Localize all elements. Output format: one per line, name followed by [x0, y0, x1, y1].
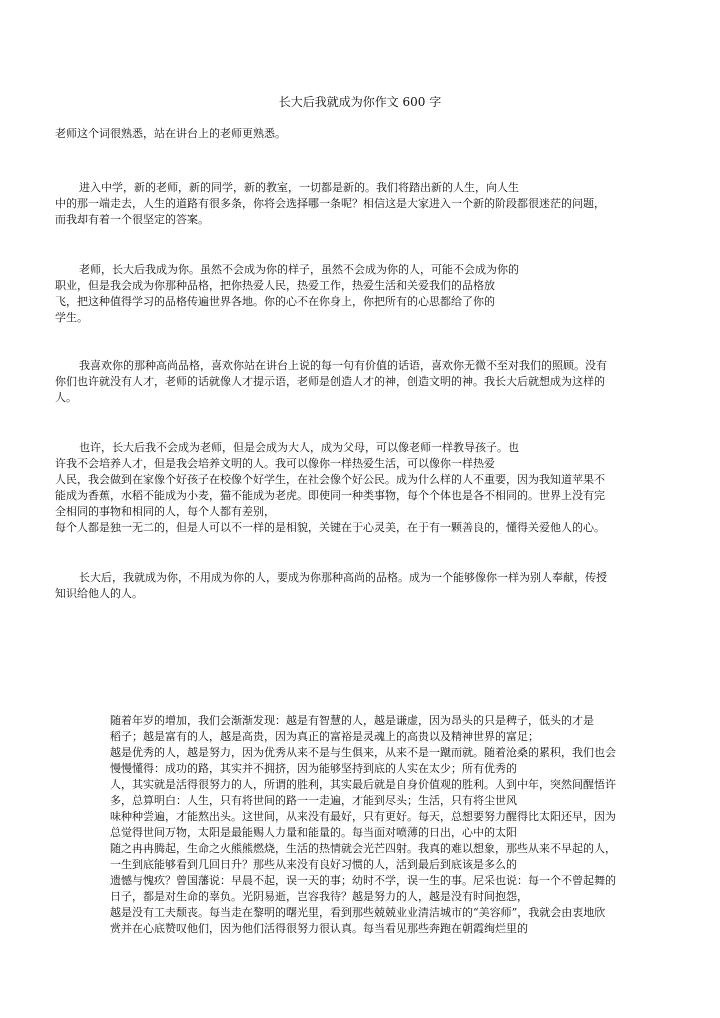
- paragraph-line: 中的那一端走去，人生的道路有很多条，你将会选择哪一条呢？相信这是大家进入一个新的阶段都很迷茫的问题，: [55, 197, 605, 210]
- paragraph-line: 进入中学，新的老师，新的同学，新的教室，一切都是新的。我们将踏出新的人生，向人生: [79, 181, 519, 194]
- paragraph-line: 随着年岁的增加，我们会渐渐发现：越是有智慧的人，越是谦虚，因为昂头的只是稗子，低头的才是: [110, 714, 594, 727]
- paragraph-line: 你们也许就没有人才，老师的话就像人才提示语，老师是创造人才的神，创造文明的神。我长大后就想成为这样的: [55, 375, 605, 388]
- paragraph-line: 学生。: [55, 311, 88, 324]
- document-title: 长大后我就成为你作文 600 字: [278, 95, 442, 109]
- paragraph-line: 味种种尝遍，才能熬出头。这世间，从来没有最好，只有更好。每天，总想要努力醒得比太阳还早，因为: [110, 810, 616, 823]
- paragraph-line: 一生到底能够看到几回日升？那些从来没有良好习惯的人，活到最后到底该是多么的: [110, 858, 517, 871]
- paragraph-line: 总觉得世间万物，太阳是最能赐人力量和能量的。每当面对喷薄的日出，心中的太阳: [110, 826, 517, 839]
- paragraph-line: 许我不会培养人才，但是我会培养文明的人。我可以像你一样热爱生活，可以像你一样热爱: [55, 457, 495, 470]
- paragraph-line: 我喜欢你的那种高尚品格，喜欢你站在讲台上说的每一句有价值的话语，喜欢你无微不至对我们的照顾。没有: [79, 359, 607, 372]
- paragraph-line: 能成为香蕉，水稻不能成为小麦，猫不能成为老虎。即使同一种类事物，每个个体也是各不相同的。世界上没有完: [55, 489, 605, 502]
- paragraph-line: 人民，我会做到在家像个好孩子在校像个好学生，在社会像个好公民。成为什么样的人不重要，因为我知道苹果不: [55, 473, 605, 486]
- paragraph-line: 越是没有工夫颓丧。每当走在黎明的曙光里，看到那些兢兢业业清洁城市的“美容师”，我就会由衷地欣: [110, 906, 606, 919]
- paragraph-line: 遗憾与愧疚？曾国藩说：早晨不起，误一天的事；幼时不学，误一生的事。尼采也说：每一个不曾起舞的: [110, 874, 616, 887]
- paragraph-line: 多，总算明白：人生，只有将世间的路一一走遍，才能到尽头；生活，只有将尘世风: [110, 794, 517, 807]
- paragraph-4: [55, 358, 667, 406]
- paragraph-line: 每个人都是独一无二的，但是人可以不一样的是相貌，关键在于心灵美，在于有一颗善良的，懂得关爱他人的心。: [55, 521, 605, 534]
- paragraph-line: 长大后，我就成为你，不用成为你的人，要成为你那种高尚的品格。成为一个能够像你一样为别人奉献，传授: [79, 571, 607, 584]
- paragraph-line: 飞，把这种值得学习的品格传遍世界各地。你的心不在你身上，你把所有的心思都给了你的: [55, 295, 495, 308]
- paragraph-6: [55, 570, 667, 602]
- paragraph-line: 职业，但是我会成为你那种品格，把你热爱人民，热爱工作，热爱生活和关爱我们的品格放: [55, 279, 495, 292]
- paragraph-line: 而我却有着一个很坚定的答案。: [55, 213, 209, 226]
- paragraph-1: [55, 126, 667, 142]
- paragraph-line: 人。: [55, 391, 77, 404]
- paragraph-line: 知识给他人的人。: [55, 587, 143, 600]
- paragraph-line: 赏并在心底赞叹他们，因为他们活得很努力很认真。每当看见那些奔跑在朝霞绚烂里的: [110, 922, 528, 935]
- paragraph-line: 老师这个词很熟悉，站在讲台上的老师更熟悉。: [55, 127, 286, 140]
- paragraph-2: [55, 180, 667, 228]
- paragraph-3: [55, 262, 667, 326]
- paragraph-line: 日子，都是对生命的辜负。光阴易逝，岂容我待？越是努力的人，越是没有时间抱怨，: [110, 890, 528, 903]
- paragraph-line: 也许，长大后我不会成为老师，但是会成为大人，成为父母，可以像老师一样教导孩子。也: [79, 441, 519, 454]
- paragraph-line: 慢慢懂得：成功的路，其实并不拥挤，因为能够坚持到底的人实在太少；所有优秀的: [110, 762, 517, 775]
- paragraph-line: 稻子；越是富有的人，越是高贵，因为真正的富裕是灵魂上的高贵以及精神世界的富足；: [110, 730, 539, 743]
- paragraph-line: 越是优秀的人，越是努力，因为优秀从来不是与生俱来，从来不是一蹴而就。随着沧桑的累积，我们也会: [110, 746, 616, 759]
- paragraph-line: 全相同的事物和相同的人，每个人都有差别，: [55, 505, 275, 518]
- paragraph-7: [110, 713, 670, 937]
- paragraph-line: 人，其实就是活得很努力的人，所谓的胜利，其实最后就是自身价值观的胜利。人到中年，突然间醒悟许: [110, 778, 616, 791]
- paragraph-line: 随之冉冉腾起，生命之火熊熊燃烧，生活的热情就会光芒四射。我真的难以想象，那些从来不早起的人，: [110, 842, 616, 855]
- paragraph-line: 老师，长大后我成为你。虽然不会成为你的样子，虽然不会成为你的人，可能不会成为你的: [79, 263, 519, 276]
- paragraph-5: [55, 440, 667, 536]
